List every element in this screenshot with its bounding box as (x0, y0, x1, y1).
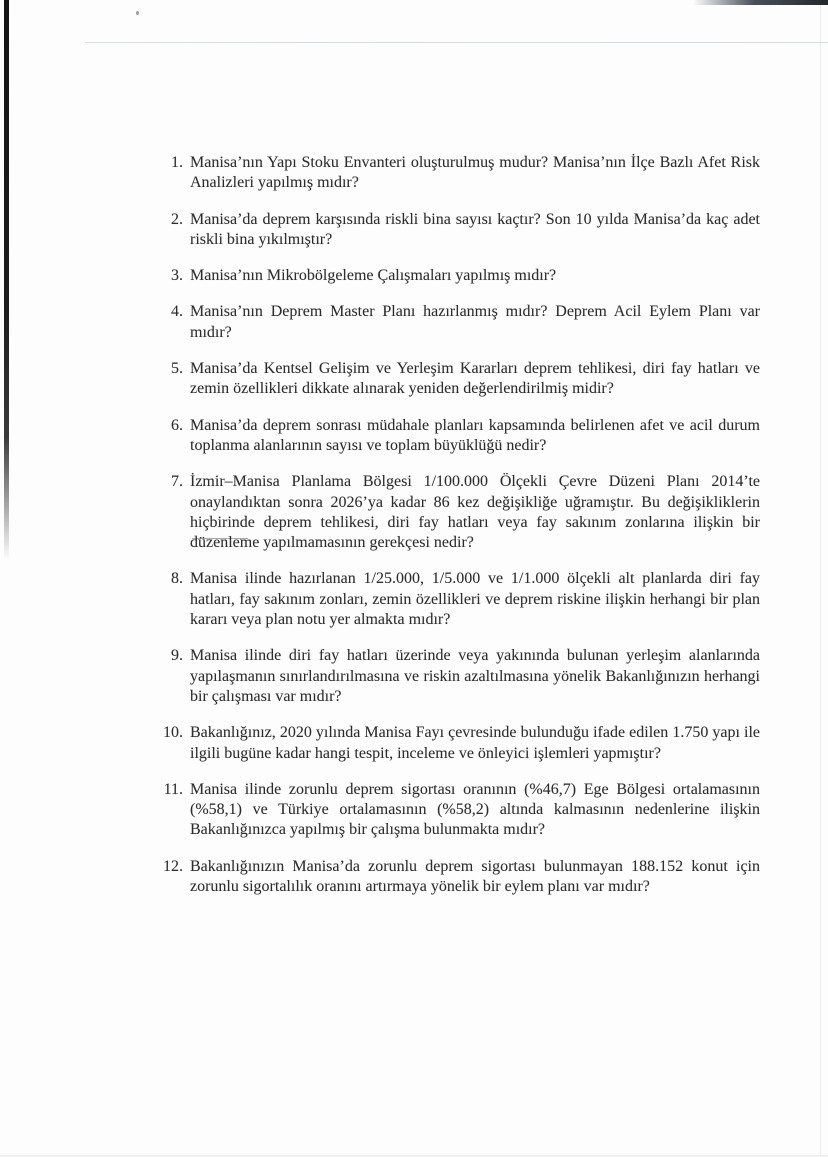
list-item (163, 723, 760, 764)
item-number: 9. (171, 647, 183, 665)
item-number: 10. (163, 724, 183, 742)
item-number: 8. (171, 570, 183, 588)
item-number: 3. (171, 267, 183, 285)
item-number: 7. (171, 473, 183, 491)
scan-artifact-right-edge (820, 5, 821, 1157)
scan-artifact-top-right-strip (693, 0, 828, 5)
item-text: Manisa’da Kentsel Gelişim ve Yerleşim Kararları deprem tehlikesi, diri fay hatları ve zemin özellikleri dikkate alınarak yeniden değerlendirilmiş midir? (190, 360, 760, 398)
item-text: Manisa ilinde zorunlu deprem sigortası oranının (%46,7) Ege Bölgesi ortalamasının (%58,1) ve Türkiye ortalamasının (%58,2) altında kalmasının nedenlerine ilişkin Bakanlığınızca yapılmış bir çalışma bulunmakta mıdır? (190, 780, 760, 839)
item-text: Manisa’nın Deprem Master Planı hazırlanmış mıdır? Deprem Acil Eylem Planı var mıdır? (190, 303, 760, 341)
item-text: Manisa ilinde diri fay hatları üzerinde veya yakınında bulunan yerleşim alanlarında yapılaşmanın sınırlandırılmasına ve riskin azaltılmasına yönelik Bakanlığınızın herhangi bir çalışması var mıdır? (190, 647, 760, 705)
scan-artifact-speck (136, 11, 139, 15)
list-item (171, 569, 760, 630)
item-number: 2. (171, 210, 183, 228)
list-item (171, 266, 760, 286)
list-item (163, 857, 760, 898)
question-list (163, 153, 760, 897)
item-text: Manisa’da deprem karşısında riskli bina sayısı kaçtır? Son 10 yılda Manisa’da kaç adet riskli bina yıkılmıştır? (190, 210, 760, 248)
list-item (171, 416, 760, 457)
item-text: Manisa’nın Mikrobölgeleme Çalışmaları yapılmış mıdır? (190, 267, 557, 285)
list-item (171, 472, 760, 553)
scan-artifact-left-bar (4, 0, 9, 560)
item-number: 4. (171, 303, 183, 321)
item-number: 5. (171, 360, 183, 378)
list-item (171, 359, 760, 400)
list-item (171, 153, 760, 194)
item-number: 6. (171, 416, 183, 434)
list-item (171, 646, 760, 707)
item-text: Manisa’nın Yapı Stoku Envanteri oluşturulmuş mudur? Manisa’nın İlçe Bazlı Afet Risk Analizleri yapılmış mıdır? (190, 154, 760, 192)
item-text: İzmir–Manisa Planlama Bölgesi 1/100.000 Ölçekli Çevre Düzeni Planı 2014’te onaylandıktan sonra 2026’ya kadar 86 kez değişikliğe uğramıştır. Bu değişikliklerin hiçbirinde deprem tehlikesi, diri fay hatları veya fay sakınım zonlarına ilişkin bir düzenleme yapılmamasının gerekçesi nedir? (190, 473, 760, 552)
list-item (163, 780, 760, 841)
item-number: 1. (171, 154, 183, 171)
item-number: 12. (163, 857, 183, 875)
list-item (171, 210, 760, 251)
item-number: 11. (163, 780, 183, 798)
item-text: Manisa’da deprem sonrası müdahale planları kapsamında belirlenen afet ve acil durum toplanma alanlarının sayısı ve toplam büyüklüğü nedir? (190, 416, 760, 454)
list-item (171, 302, 760, 343)
scan-artifact-faint-rule (85, 42, 828, 43)
item-text: Manisa ilinde hazırlanan 1/25.000, 1/5.000 ve 1/1.000 ölçekli alt planlarda diri fay hatları, fay sakınım zonları, zemin özellikleri ve deprem riskine ilişkin herhangi bir plan kararı veya plan notu yer almakta mıdır? (190, 570, 760, 629)
item-text: Bakanlığınızın Manisa’da zorunlu deprem sigortası bulunmayan 188.152 konut için zorunlu sigortalılık oranını artırmaya yönelik bir eylem planı var mıdır? (190, 857, 760, 896)
item-text: Bakanlığınız, 2020 yılında Manisa Fayı çevresinde bulunduğu ifade edilen 1.750 yapı ile ilgili bugüne kadar hangi tespit, inceleme ve önleyici işlemleri yapmıştır? (190, 724, 760, 762)
